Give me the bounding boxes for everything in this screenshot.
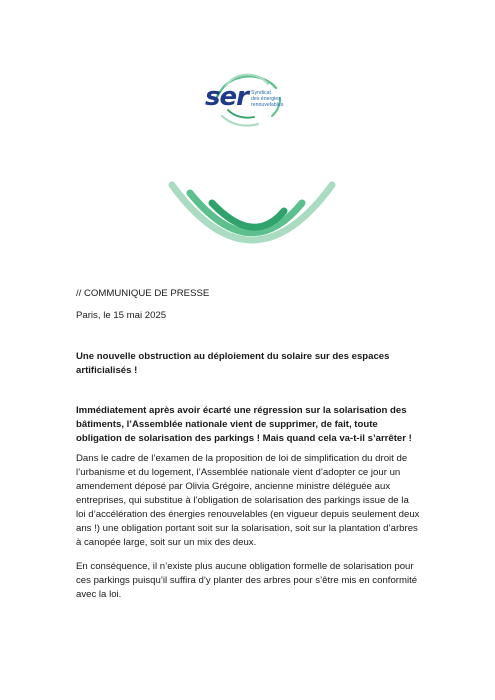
lead-paragraph: Immédiatement après avoir écarté une régression sur la solarisation des bâtiments, l’Assemblée nationale vient de supprimer, de fait, toute obligation de solarisation des parkings ! Mais quand cela va-t-il s’arrêter ! (76, 405, 412, 444)
logo-tagline-line: renouvelables (251, 102, 284, 108)
body-paragraph: En conséquence, il n’existe plus aucune obligation formelle de solarisation pour ces parkings puisqu’il suffira d’y planter des arbres pour s’être mis en conformité avec la loi. (76, 561, 418, 600)
logo-tagline (251, 90, 301, 108)
logo-tagline-line: des énergies (251, 96, 281, 102)
body-paragraph: Dans le cadre de l’examen de la proposition de loi de simplification du droit de l’urbanisme et du logement, l’Assemblée nationale vient d’adopter ce jour un amendement déposé par Olivia Grégoire, ancienne ministre déléguée aux entreprises, qui substitue à l’obligation de solarisation des parkings issue de la loi d’accélération des énergies renouvelables (en vigueur depuis seulement deux ans !) une obligation portant soit sur la solarisation, soit sur la plantation d’arbres à canopée large, soit sur un mix des deux. (76, 453, 420, 548)
page-title: Une nouvelle obstruction au déploiement du solaire sur des espaces artificialisés ! (76, 351, 390, 376)
press-date: Paris, le 15 mai 2025 (76, 310, 167, 321)
press-label: // COMMUNIQUE DE PRESSE (76, 288, 210, 299)
logo-tagline-line: Syndicat (251, 90, 271, 96)
decorative-arcs-icon (162, 175, 342, 260)
logo-wordmark: ser (205, 82, 248, 112)
